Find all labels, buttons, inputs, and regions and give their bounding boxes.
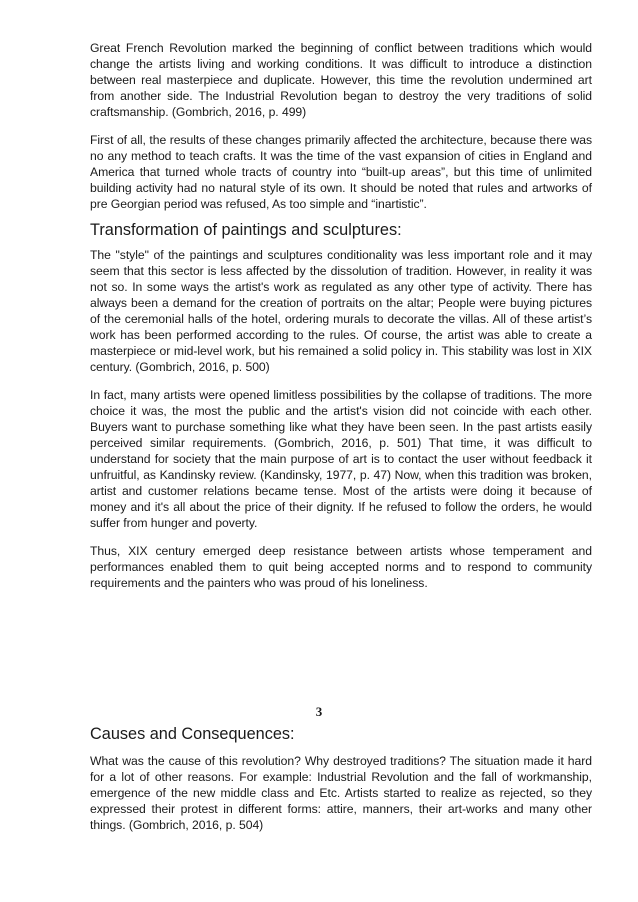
section-heading-causes: Causes and Consequences: (90, 725, 295, 743)
section-heading-transformation: Transformation of paintings and sculptures: (90, 221, 402, 239)
paragraph-french-revolution: Great French Revolution marked the beginning of conflict between traditions which would change the artists living and working conditions. It was difficult to introduce a distinction between real masterpiece and duplicate. However, this time the revolution undermined art from another side. The Industrial Revolution began to destroy the very traditions of solid craftsmanship. (Gombrich, 2016, p. 499) (90, 41, 592, 119)
paragraph-style: The "style" of the paintings and sculptures conditionality was less important role and it may seem that this sector is less affected by the dissolution of tradition. However, in reality it was not so. In some ways the artist's work as regulated as any other type of activity. There has always been a demand for the creation of portraits on the altar; People were buying pictures of the ceremonial halls of the hotel, ordering murals to decorate the villas. All of these artist’s work has been performed according to the rules. Of course, the artist was able to create a masterpiece or mid-level work, but his remained a solid policy in. This stability was lost in XIX century. (Gombrich, 2016, p. 500) (90, 248, 592, 374)
paragraph-architecture: First of all, the results of these changes primarily affected the architecture, because there was no any method to teach crafts. It was the time of the vast expansion of cities in England and America that turned whole tracts of country into “built-up areas”, but this time of unlimited building activity had no natural style of its own. It should be noted that rules and artworks of pre Georgian period was refused, As too simple and “inartistic”. (90, 133, 592, 211)
page-number: 3 (315, 704, 323, 719)
document-body (90, 40, 592, 591)
paragraph-resistance: Thus, XIX century emerged deep resistance between artists whose temperament and performances enabled them to quit being accepted norms and to respond to community requirements and the painters who was proud of his loneliness. (90, 544, 592, 590)
paragraph-causes: What was the cause of this revolution? Why destroyed traditions? The situation made it hard for a lot of other reasons. For example: Industrial Revolution and the fall of workmanship, emergence of the new middle class and Etc. Artists started to realize as rejected, so they expressed their protest in different forms: attire, manners, their art-works and many other things. (Gombrich, 2016, p. 504) (90, 754, 592, 832)
paragraph-limitless-possibilities: In fact, many artists were opened limitless possibilities by the collapse of traditions. The more choice it was, the most the public and the artist's vision did not coincide with each other. Buyers want to purchase something like what they have been seen. In the past artists easily perceived similar requirements. (Gombrich, 2016, p. 501) That time, it was difficult to understand for society that the main purpose of art is to contact the user without feedback it unfruitful, as Kandinsky review. (Kandinsky, 1977, p. 47) Now, when this tradition was broken, artist and customer relations became tense. Most of the artists were doing it because of money and it's all about the price of their dignity. If he refused to follow the orders, he would suffer from hunger and poverty. (90, 388, 592, 530)
document-body-next-page (90, 724, 592, 833)
